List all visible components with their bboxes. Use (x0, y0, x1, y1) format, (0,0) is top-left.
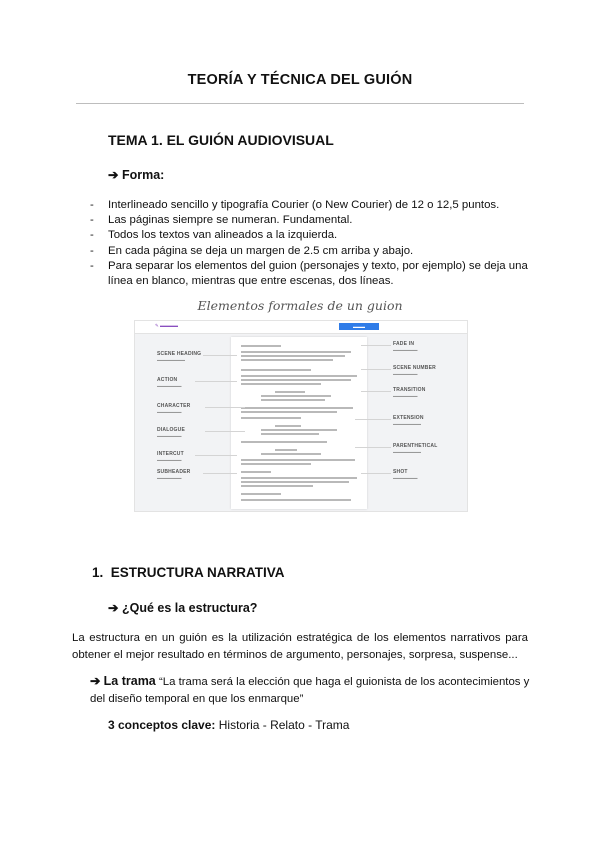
trama-quote: “La trama será la elección que haga el guionista de los acontecimientos y del diseño temporal en que los enmarque” (90, 676, 530, 705)
label-extension: EXTENSION (393, 415, 424, 421)
label-desc: ▬▬▬▬▬▬▬ (393, 372, 418, 376)
connector-line (361, 369, 391, 370)
label-scene-heading: SCENE HEADING (157, 351, 202, 357)
list-item: - Para separar los elementos del guion (personajes y texto, por ejemplo) se deja una línea en blanco, mientras que entre escenas, dos líneas. (90, 259, 530, 289)
label-desc: ▬▬▬▬▬▬▬ (393, 476, 418, 480)
arrow-icon: ➔ (90, 674, 101, 688)
label-desc: ▬▬▬▬▬▬▬▬ (393, 450, 421, 454)
label-shot: SHOT (393, 469, 408, 475)
connector-line (203, 355, 237, 356)
document-title: TEORÍA Y TÉCNICA DEL GUIÓN (187, 72, 413, 88)
app-toolbar (135, 321, 467, 334)
connector-line (203, 473, 237, 474)
figure-title: Elementos formales de un guion (197, 298, 403, 313)
label-desc: ▬▬▬▬▬▬▬▬ (157, 358, 185, 362)
trama-label: La trama (103, 674, 156, 688)
section-title: ESTRUCTURA NARRATIVA (110, 565, 285, 580)
list-item: - Interlineado sencillo y tipografía Courier (o New Courier) de 12 o 12,5 puntos. (90, 198, 530, 213)
label-desc: ▬▬▬▬▬▬▬▬ (393, 422, 421, 426)
arrow-icon: ➔ (108, 601, 119, 615)
arrow-icon: ➔ (108, 168, 119, 182)
label-subheader: SUBHEADER (157, 469, 191, 475)
label-desc: ▬▬▬▬▬▬▬ (157, 410, 182, 414)
section-heading (92, 565, 285, 580)
connector-line (195, 455, 237, 456)
label-desc: ▬▬▬▬▬▬▬ (157, 434, 182, 438)
connector-line (361, 345, 391, 346)
label-desc: ▬▬▬▬▬▬▬ (157, 458, 182, 462)
screenplay-elements-figure (134, 298, 466, 512)
label-parenthetical: PARENTHETICAL (393, 443, 438, 449)
list-item: - Las páginas siempre se numeran. Fundamental. (90, 213, 530, 228)
label-character: CHARACTER (157, 403, 191, 409)
label-desc: ▬▬▬▬▬▬▬ (157, 476, 182, 480)
title-divider (76, 103, 524, 104)
screenplay-screenshot (134, 320, 468, 512)
connector-line (205, 407, 245, 408)
label-action: ACTION (157, 377, 178, 383)
forma-heading (108, 167, 164, 182)
app-logo-icon: ✎ ▬▬▬▬ (155, 323, 179, 328)
connector-line (205, 431, 245, 432)
estructura-paragraph: La estructura en un guión es la utilización estratégica de los elementos narrativos para obtener el mejor resultado en términos de argumento, personajes, sorpresa, suspense... (72, 632, 528, 661)
list-item: - Todos los textos van alineados a la izquierda. (90, 228, 530, 243)
conceptos-value: Historia - Relato - Trama (218, 718, 350, 732)
label-desc: ▬▬▬▬▬▬▬ (393, 348, 418, 352)
label-fade-in: FADE IN (393, 341, 415, 347)
estructura-heading (108, 600, 257, 615)
toolbar-button-icon: ▬▬▬ (339, 323, 379, 330)
forma-bullet-list (90, 198, 530, 289)
label-desc: ▬▬▬▬▬▬▬ (157, 384, 182, 388)
tema-heading: TEMA 1. EL GUIÓN AUDIOVISUAL (108, 132, 334, 148)
label-dialogue: DIALOGUE (157, 427, 185, 433)
label-desc: ▬▬▬▬▬▬▬ (393, 394, 418, 398)
trama-block (90, 673, 530, 708)
label-transition: TRANSITION (393, 387, 426, 393)
label-intercut: INTERCUT (157, 451, 184, 457)
conceptos-line (108, 718, 349, 732)
connector-line (361, 473, 391, 474)
list-item: - En cada página se deja un margen de 2.5 cm arriba y abajo. (90, 244, 530, 259)
estructura-heading-text: ¿Qué es la estructura? (121, 601, 258, 615)
conceptos-label: 3 conceptos clave: (108, 718, 216, 732)
connector-line (361, 391, 391, 392)
section-number: 1. (92, 565, 104, 580)
connector-line (195, 381, 237, 382)
label-scene-number: SCENE NUMBER (393, 365, 436, 371)
connector-line (355, 447, 391, 448)
forma-heading-text: Forma: (121, 168, 165, 182)
screenplay-page (231, 337, 367, 509)
connector-line (355, 419, 391, 420)
